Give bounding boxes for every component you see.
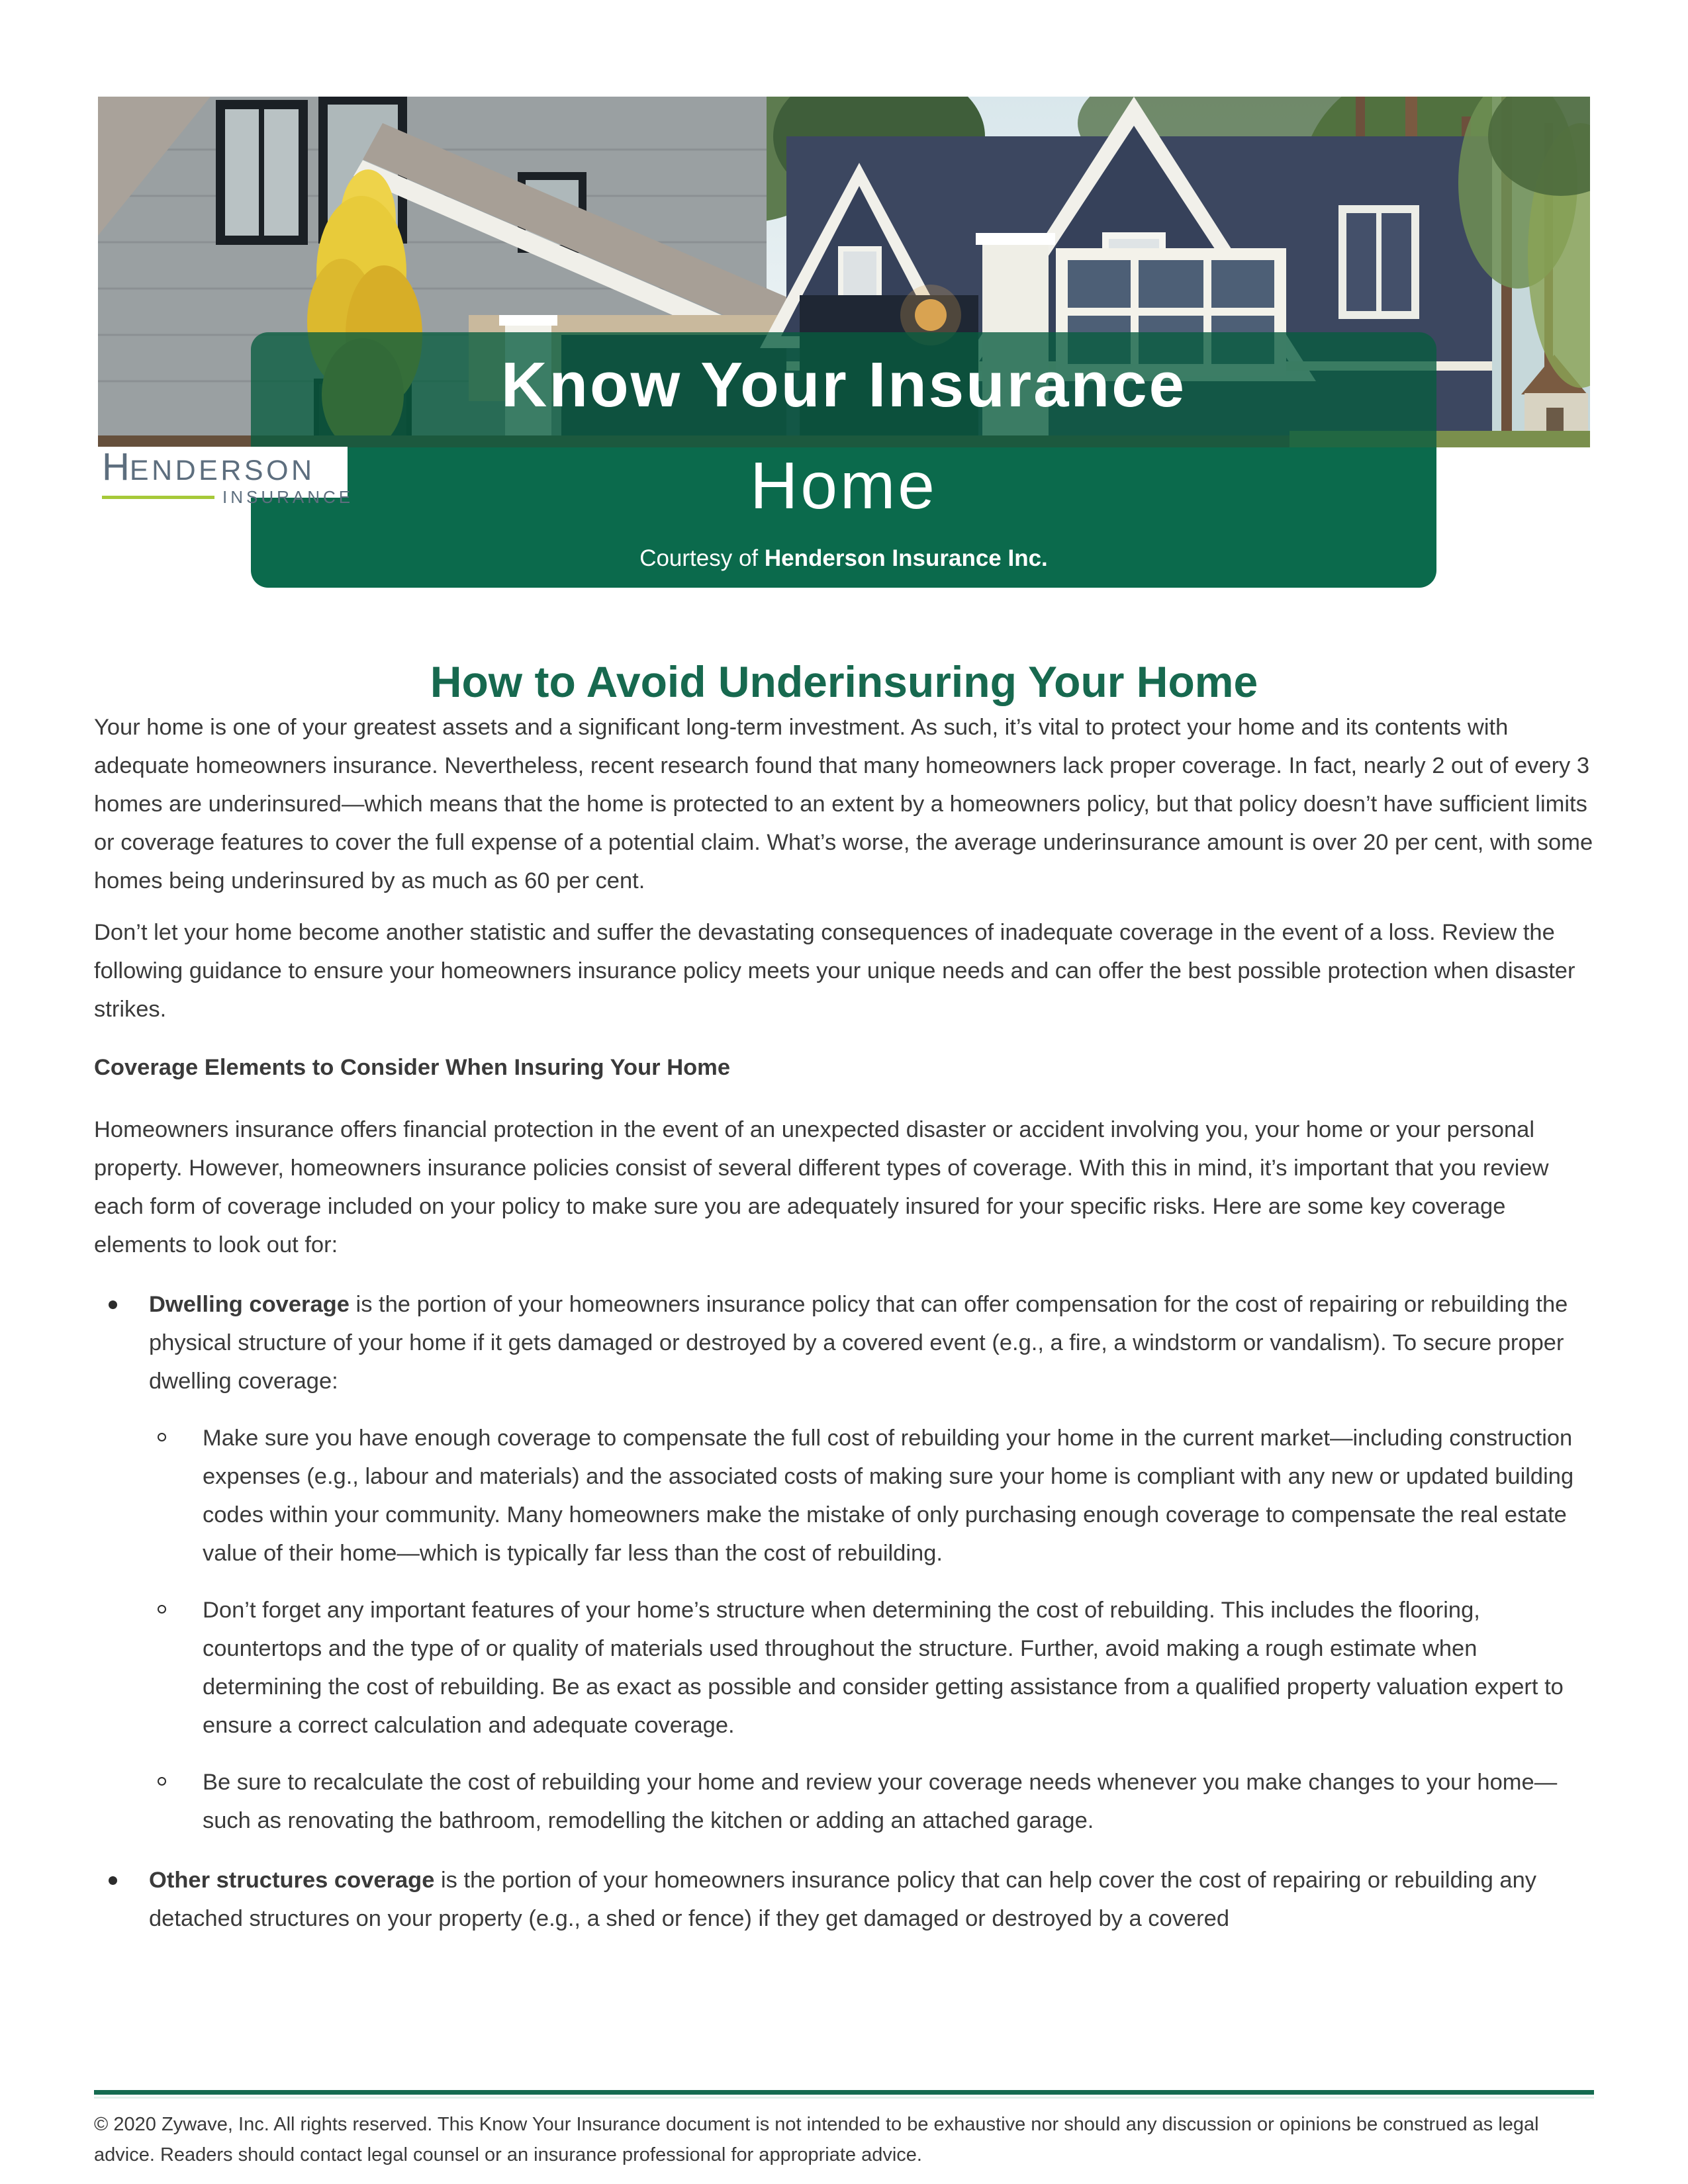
banner-subtitle: Home [750, 449, 937, 523]
bullet-text: is the portion of your homeowners insurance policy that can help cover the cost of repairing or rebuilding any detached structures on your property (e.g., a shed or fence) if they get damaged or destroyed by a covered [149, 1868, 1537, 1931]
bullet-item-dwelling-coverage [94, 1285, 1594, 1400]
paragraph-intro-1: Your home is one of your greatest assets and a significant long-term investment. As such, it’s vital to protect your home and its contents with adequate homeowners insurance. Nevertheless, recent research found that many homeowners lack proper coverage. In fact, nearly 2 out of every 3 homes are underinsured—which means that the home is protected to an extent by a homeowners policy, but that policy doesn’t have sufficient limits or coverage features to cover the full expense of a potential claim. What’s worse, the average underinsurance amount is over 20 per cent, with some homes being underinsured by as much as 60 per cent. [94, 715, 1593, 893]
sub-bullet-marker-icon [158, 1433, 166, 1441]
article-title: How to Avoid Underinsuring Your Home [430, 657, 1258, 706]
sub-bullet-text: Don’t forget any important features of your home’s structure when determining the cost of rebuilding. This includes the flooring, countertops and the type of or quality of materials used throughout the structure. Further, avoid making a rough estimate when determining the cost of rebuilding. Be as exact as possible and consider getting assistance from a qualified property valuation expert to ensure a correct calculation and adequate coverage. [203, 1598, 1564, 1738]
courtesy-agency-name: Henderson Insurance Inc. [764, 545, 1048, 571]
banner-courtesy-line [251, 547, 1436, 570]
bullet-text: is the portion of your homeowners insurance policy that can offer compensation for the cost of repairing or rebuilding the physical structure of your home if it gets damaged or destroyed by a covered event (e.g., a fire, a windstorm or vandalism). To secure proper dwelling coverage: [149, 1292, 1568, 1394]
hero-section [0, 0, 1688, 588]
sub-bullet-list [94, 1419, 1594, 1840]
footer-rule-glow [94, 2097, 1594, 2099]
bullet-marker-icon [109, 1876, 117, 1885]
courtesy-prefix: Courtesy of [639, 545, 765, 571]
sub-bullet-marker-icon [158, 1777, 166, 1786]
logo-accent-line [102, 496, 214, 499]
article [0, 655, 1688, 1938]
sub-bullet-marker-icon [158, 1605, 166, 1614]
sub-bullet-text: Be sure to recalculate the cost of rebuilding your home and review your coverage needs whenever you make changes to your home—such as renovating the bathroom, remodelling the kitchen or adding an attached garage. [203, 1770, 1558, 1833]
logo-subtitle-row [102, 487, 354, 507]
henderson-logo [98, 445, 354, 507]
bullet-marker-icon [109, 1300, 117, 1309]
bullet-lead: Other structures coverage [149, 1868, 435, 1893]
section-heading: Coverage Elements to Consider When Insuring Your Home [94, 1055, 731, 1080]
page-footer [94, 2090, 1594, 2170]
logo-name-rest: ENDERSON [129, 455, 315, 486]
bullet-list [94, 1285, 1594, 1938]
banner-title: Know Your Insurance [501, 349, 1186, 420]
sub-bullet-text: Make sure you have enough coverage to compensate the full cost of rebuilding your home in the current market—including construction expenses (e.g., labour and materials) and the associated costs of making sure your home is compliant with any new or updated building codes within your community. Many homeowners make the mistake of only purchasing enough coverage to compensate the real estate value of their home—which is typically far less than the cost of rebuilding. [203, 1426, 1574, 1566]
paragraph-intro-2: Don’t let your home become another statistic and suffer the devastating consequences of inadequate coverage in the event of a loss. Review the following guidance to ensure your homeowners insurance policy meets your unique needs and can offer the best possible protection when disaster strikes. [94, 920, 1575, 1022]
bullet-item-other-structures [94, 1861, 1594, 1938]
logo-wordmark [102, 445, 344, 488]
paragraph-section-intro: Homeowners insurance offers financial protection in the event of an unexpected disaster or accident involving you, your home or your personal property. However, homeowners insurance policies consist of several different types of coverage. With this in mind, it’s important that you review each form of coverage included on your policy to make sure you are adequately insured for your specific risks. Here are some key coverage elements to look out for: [94, 1117, 1549, 1257]
sub-bullet-item-rebuild-cost [94, 1419, 1594, 1572]
logo-subtitle: INSURANCE [222, 487, 354, 507]
kyi-banner [251, 332, 1436, 588]
sub-bullet-item-recalculate [94, 1763, 1594, 1840]
logo-initial: H [102, 445, 130, 488]
bullet-lead: Dwelling coverage [149, 1292, 350, 1317]
footer-rule [94, 2090, 1594, 2095]
sub-bullet-item-structure-features [94, 1591, 1594, 1745]
footer-disclaimer: © 2020 Zywave, Inc. All rights reserved. This Know Your Insurance document is not intended to be exhaustive nor should any discussion or opinions be construed as legal advice. Readers should contact legal counsel or an insurance professional for appropriate advice. [94, 2114, 1539, 2165]
